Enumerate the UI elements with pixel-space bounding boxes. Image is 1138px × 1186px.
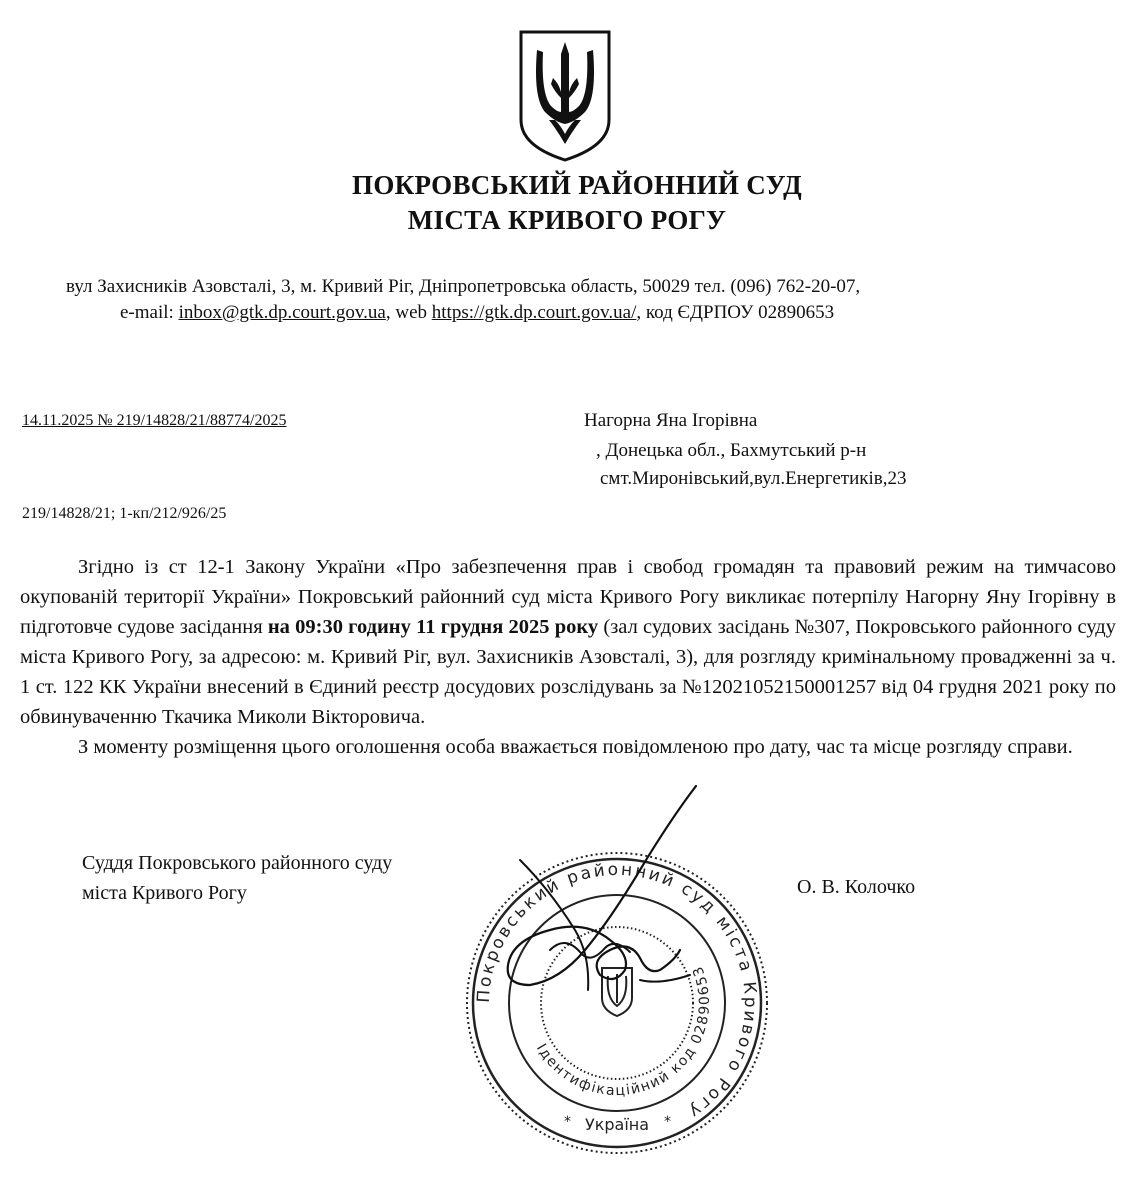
recipient-region: , Донецька обл., Бахмутський р-н xyxy=(596,440,867,461)
web-label: , web xyxy=(385,302,432,323)
svg-text:*: * xyxy=(664,1114,671,1130)
notice-paragraph-1-text: Згідно із ст 12-1 Закону України «Про забезпечення прав і свобод громадян та правовий режим на тимчасово окупованій території України» Покровський районний суд міста Кривого Рогу викликає потерпілу Нагорну Яну Ігорівну в підготовче судове засідання xyxy=(20,556,1116,638)
outgoing-reference-number: 14.11.2025 № 219/14828/21/88774/2025 xyxy=(22,412,287,429)
hearing-datetime: на 09:30 годину 11 грудня 2025 року xyxy=(267,616,599,638)
web-link[interactable]: https://gtk.dp.court.gov.ua/ xyxy=(431,302,637,323)
seal-country-text: Україна xyxy=(584,1115,650,1134)
judge-title-line1: Суддя Покровського районного суду xyxy=(82,852,393,874)
coat-of-arms-icon xyxy=(515,28,615,164)
judge-title-line2: міста Кривого Рогу xyxy=(82,882,247,904)
recipient-name: Нагорна Яна Ігорівна xyxy=(584,410,758,431)
notice-paragraph-1 xyxy=(20,552,1116,732)
court-address: вул Захисників Азовсталі, 3, м. Кривий Ріг, Дніпропетровська область, 50029 тел. (096) 762-20-07, xyxy=(66,276,861,297)
court-contacts xyxy=(120,302,834,324)
email-link[interactable]: inbox@gtk.dp.court.gov.ua xyxy=(178,302,386,323)
seal-outer-text: Покровський районний суд міста Кривого Рогу xyxy=(473,859,761,1124)
notice-paragraph-2: З моменту розміщення цього оголошення особа вважається повідомленою про дату, час та місце розгляду справи. xyxy=(78,736,1073,758)
seal-inner-text: Ідентифікаційний код 02890653 xyxy=(532,962,714,1100)
court-title-line1: ПОКРОВСЬКИЙ РАЙОННИЙ СУД xyxy=(352,170,802,200)
notice-body xyxy=(20,552,1116,762)
recipient-address: смт.Миронівський,вул.Енергетиків,23 xyxy=(600,468,907,489)
case-numbers: 219/14828/21; 1-кп/212/926/25 xyxy=(22,505,227,522)
judge-name: О. В. Колочко xyxy=(797,876,916,898)
svg-text:*: * xyxy=(564,1114,571,1130)
email-label: e-mail: xyxy=(120,302,179,323)
notice-paragraph-1-text-cont: (зал судових засідань №307, Покровського районного суду міста Кривого Рогу, за адресою: м. Кривий Ріг, вул. Захисників Азовсталі, 3), для розгляду кримінальному провадженні за ч. 1 ст. 122 КК України внесений в Єдиний реєстр досудових розслідувань за №12021052150001257 від 04 грудня 2021 року по обвинуваченню Ткачика Миколи Вікторовича. xyxy=(20,616,1116,728)
edrpou-code: , код ЄДРПОУ 02890653 xyxy=(636,302,835,323)
court-title-line2: МІСТА КРИВОГО РОГУ xyxy=(407,205,727,235)
judge-signature-icon xyxy=(490,780,710,1010)
